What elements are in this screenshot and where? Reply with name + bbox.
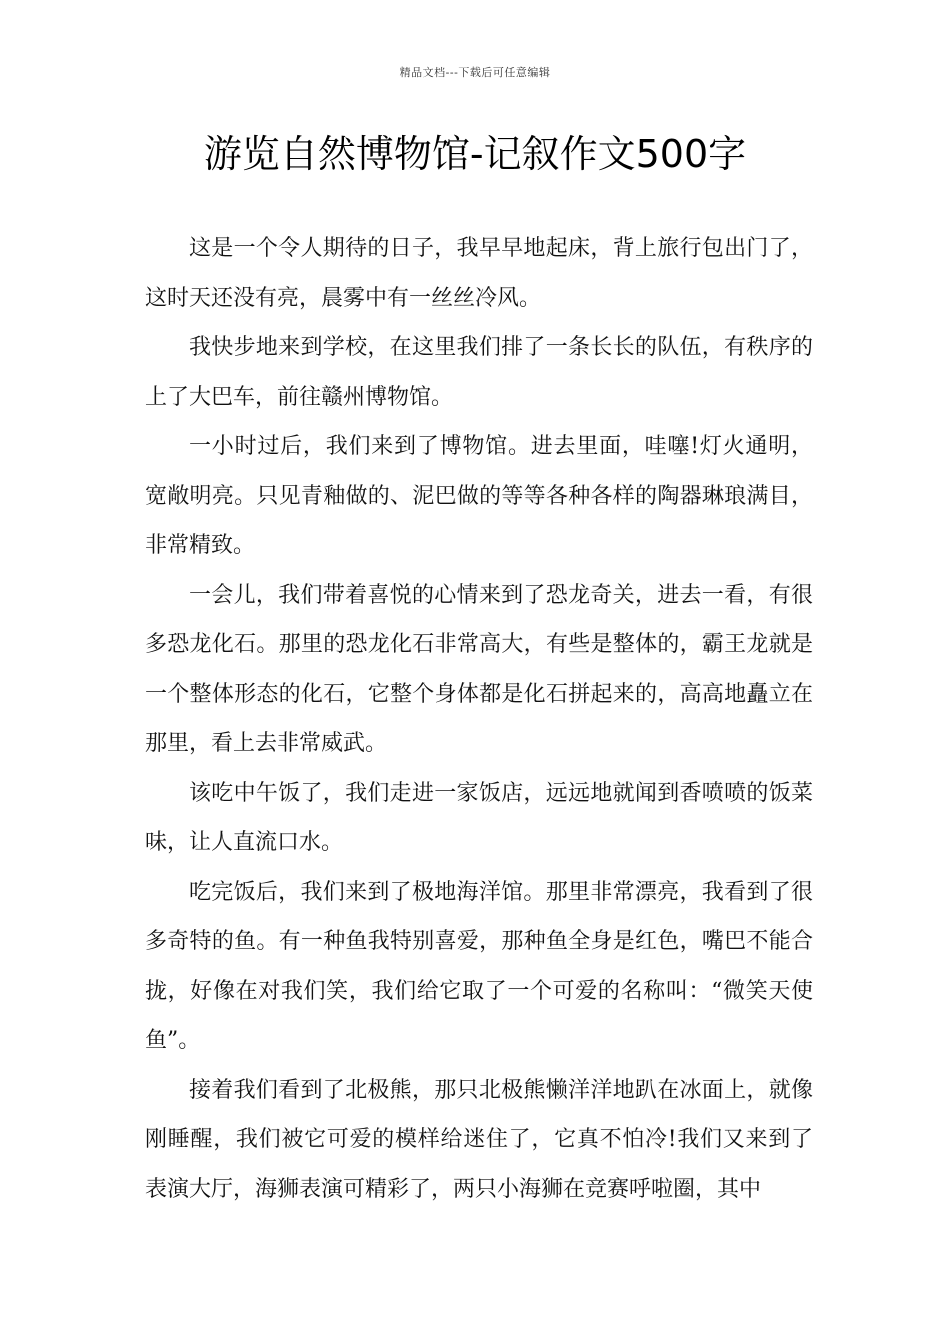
paragraph: 一会儿，我们带着喜悦的心情来到了恐龙奇关，进去一看，有很多恐龙化石。那里的恐龙化石非常高大，有些是整体的，霸王龙就是一个整体形态的化石，它整个身体都是化石拼起来的，高高地矗立在那里，看上去非常威武。 [145,582,813,756]
paragraph: 该吃中午饭了，我们走进一家饭店，远远地就闻到香喷喷的饭菜味，让人直流口水。 [145,780,813,855]
paragraph: 接着我们看到了北极熊，那只北极熊懒洋洋地趴在冰面上，就像刚睡醒，我们被它可爱的模样给迷住了，它真不怕冷!我们又来到了表演大厅，海狮表演可精彩了，两只小海狮在竞赛呼啦圈，其中 [145,1077,813,1202]
paragraph: 这是一个令人期待的日子，我早早地起床，背上旅行包出门了，这时天还没有亮，晨雾中有一丝丝冷风。 [145,236,813,311]
paragraph: 一小时过后，我们来到了博物馆。进去里面，哇噻!灯火通明，宽敞明亮。只见青釉做的、泥巴做的等等各种各样的陶器琳琅满目，非常精致。 [145,434,813,558]
header-note: 精品文档---下载后可任意编辑 [399,66,551,79]
document-body [145,224,813,1214]
document-title: 游览自然博物馆-记叙作文500字 [203,132,747,176]
paragraph: 我快步地来到学校，在这里我们排了一条长长的队伍，有秩序的上了大巴车，前往赣州博物馆。 [145,335,813,410]
paragraph: 吃完饭后，我们来到了极地海洋馆。那里非常漂亮，我看到了很多奇特的鱼。有一种鱼我特别喜爱，那种鱼全身是红色，嘴巴不能合拢，好像在对我们笑，我们给它取了一个可爱的名称叫：“微笑天使鱼”。 [145,879,813,1053]
